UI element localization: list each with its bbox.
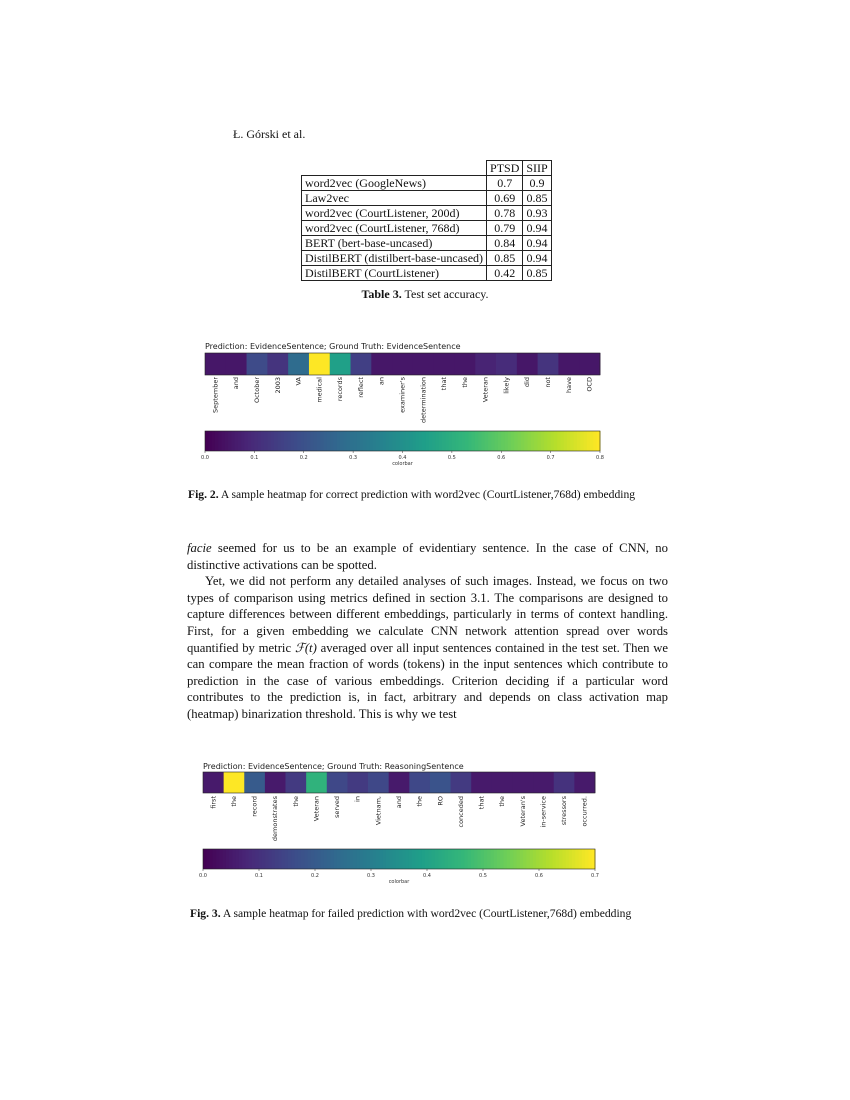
fig3-colorbar-segment [278, 849, 282, 869]
fig3-colorbar-segment [314, 849, 318, 869]
fig3-colorbar-segment [223, 849, 227, 869]
fig3-token-label: conceded [456, 796, 465, 828]
fig3-colorbar-segment [206, 849, 210, 869]
fig3-token-label: occurred. [580, 796, 589, 827]
fig3-colorbar-segment [468, 849, 472, 869]
fig3-colorbar-segment [389, 849, 393, 869]
fig2-colorbar-tick-label: 0.3 [349, 455, 358, 461]
fig3-cell [574, 772, 595, 793]
fig3-colorbar-segment [412, 849, 416, 869]
fig3-title: Prediction: EvidenceSentence; Ground Truth: ReasoningSentence [203, 762, 464, 771]
fig3-colorbar-segment [415, 849, 419, 869]
fig3-colorbar-segment [510, 849, 514, 869]
fig3-colorbar-segment [546, 849, 550, 869]
fig3-cell [347, 772, 368, 793]
fig3-colorbar-segment [481, 849, 485, 869]
fig3-colorbar-segment [304, 849, 308, 869]
figure-3-caption-text: A sample heatmap for failed prediction with word2vec (CourtListener,768d) embedding [220, 907, 632, 920]
table-caption-text: Test set accuracy. [401, 287, 489, 301]
fig3-colorbar-segment [376, 849, 380, 869]
siip-value: 0.94 [523, 221, 551, 236]
siip-value: 0.85 [523, 191, 551, 206]
fig2-token-label: Veteran [481, 377, 490, 403]
fig3-cell [512, 772, 533, 793]
fig3-colorbar-segment [340, 849, 344, 869]
fig3-colorbar-segment [317, 849, 321, 869]
fig3-colorbar-segment [585, 849, 589, 869]
fig3-token-label: Veteran [312, 796, 321, 822]
fig3-colorbar-segment [245, 849, 249, 869]
fig3-colorbar-segment [255, 849, 259, 869]
fig3-colorbar-tick-label: 0.7 [591, 873, 599, 879]
fig3-colorbar-segment [275, 849, 279, 869]
fig3-colorbar-segment [265, 849, 269, 869]
fig3-colorbar-segment [432, 849, 436, 869]
fig3-cell [306, 772, 327, 793]
fig3-colorbar-segment [226, 849, 230, 869]
figure-2-caption-text: A sample heatmap for correct prediction with word2vec (CourtListener,768d) embedding [218, 488, 636, 501]
ptsd-value: 0.42 [487, 266, 523, 281]
fig3-colorbar-segment [490, 849, 494, 869]
ptsd-value: 0.79 [487, 221, 523, 236]
fig3-colorbar-segment [334, 849, 338, 869]
fig2-colorbar-tick-label: 0.7 [546, 455, 555, 461]
fig3-colorbar-segment [419, 849, 423, 869]
fig3-colorbar-segment [379, 849, 383, 869]
fig2-token-label: the [460, 377, 469, 388]
fig3-colorbar-segment [579, 849, 583, 869]
fig3-colorbar-segment [363, 849, 367, 869]
fig3-colorbar-segment [438, 849, 442, 869]
fig3-colorbar-segment [523, 849, 527, 869]
fig3-colorbar-tick-label: 0.2 [311, 873, 319, 879]
fig3-colorbar-segment [343, 849, 347, 869]
column-header-siip: SIIP [523, 161, 551, 176]
fig3-colorbar-segment [458, 849, 462, 869]
fig3-colorbar-segment [308, 849, 312, 869]
siip-value: 0.9 [523, 176, 551, 191]
fig2-token-label: September [211, 377, 220, 413]
fig3-colorbar-segment [229, 849, 233, 869]
ptsd-value: 0.7 [487, 176, 523, 191]
fig3-colorbar-segment [487, 849, 491, 869]
fig3-cell [286, 772, 307, 793]
fig3-colorbar-segment [396, 849, 400, 869]
fig3-colorbar-segment [249, 849, 253, 869]
fig2-token-label: did [523, 377, 532, 388]
fig3-colorbar-segment [464, 849, 468, 869]
fig3-colorbar-segment [370, 849, 374, 869]
model-name: word2vec (CourtListener, 200d) [302, 206, 487, 221]
fig3-colorbar-segment [477, 849, 481, 869]
fig3-token-label: and [395, 796, 403, 809]
fig3-colorbar-segment [441, 849, 445, 869]
fig3-colorbar-segment [435, 849, 439, 869]
fig3-colorbar-segment [294, 849, 298, 869]
figure-3-caption-label: Fig. 3. [190, 907, 221, 920]
fig3-colorbar-segment [526, 849, 530, 869]
fig3-colorbar-segment [500, 849, 504, 869]
fig3-colorbar-tick-label: 0.5 [479, 873, 487, 879]
fig3-colorbar-segment [347, 849, 351, 869]
fig3-colorbar-segment [337, 849, 341, 869]
fig3-cell [471, 772, 492, 793]
fig3-colorbar-segment [409, 849, 413, 869]
fig3-colorbar-segment [471, 849, 475, 869]
fig3-colorbar-segment [268, 849, 272, 869]
model-name: DistilBERT (distilbert-base-uncased) [302, 251, 487, 266]
fig3-token-label: demonstrates [271, 796, 280, 842]
fig3-colorbar-segment [543, 849, 547, 869]
siip-value: 0.85 [523, 266, 551, 281]
ptsd-value: 0.69 [487, 191, 523, 206]
paragraph-1-text: seemed for us to be an example of evidentiary sentence. In the case of CNN, no distinctive activations can be spotted. [187, 541, 668, 572]
fig2-colorbar-tick-label: 0.5 [447, 455, 456, 461]
fig2-token-label: October [252, 377, 261, 404]
fig3-colorbar-segment [213, 849, 217, 869]
fig3-colorbar-segment [262, 849, 266, 869]
fig3-colorbar-segment [455, 849, 459, 869]
model-name: word2vec (CourtListener, 768d) [302, 221, 487, 236]
fig3-colorbar-segment [272, 849, 276, 869]
fig3-cell [492, 772, 513, 793]
fig3-colorbar-segment [549, 849, 553, 869]
fig3-colorbar-segment [350, 849, 354, 869]
model-name: DistilBERT (CourtListener) [302, 266, 487, 281]
fig3-colorbar-segment [324, 849, 328, 869]
fig3-colorbar-segment [366, 849, 370, 869]
fig2-token-label: OCD [585, 377, 594, 392]
fig3-colorbar-segment [562, 849, 566, 869]
model-name: BERT (bert-base-uncased) [302, 236, 487, 251]
fig3-colorbar-segment [588, 849, 592, 869]
fig3-colorbar-segment [392, 849, 396, 869]
fig3-colorbar-segment [281, 849, 285, 869]
fig3-colorbar-segment [530, 849, 534, 869]
fig3-cell [224, 772, 245, 793]
fig3-colorbar-segment [572, 849, 576, 869]
fig3-colorbar-segment [517, 849, 521, 869]
fig3-colorbar-segment [321, 849, 325, 869]
fig3-token-label: RO [436, 796, 445, 806]
fig3-colorbar-segment [252, 849, 256, 869]
fig3-colorbar-segment [553, 849, 557, 869]
fig3-colorbar-segment [399, 849, 403, 869]
fig3-cell [265, 772, 286, 793]
fig3-colorbar-segment [504, 849, 508, 869]
fig3-token-label: in [353, 796, 362, 802]
fig3-token-label: stressors [560, 796, 569, 826]
fig3-colorbar-segment [575, 849, 579, 869]
fig3-colorbar-segment [520, 849, 524, 869]
fig3-colorbar-segment [259, 849, 263, 869]
fig2-colorbar-tick-label: 0.6 [497, 455, 506, 461]
fig3-colorbar-segment [383, 849, 387, 869]
fig3-token-label: first [209, 796, 218, 809]
fig3-colorbar-segment [285, 849, 289, 869]
fig2-token-label: 2003 [273, 377, 282, 394]
fig2-colorbar-tick-label: 0.0 [201, 455, 209, 461]
fig3-colorbar-segment [330, 849, 334, 869]
fig3-colorbar-segment [448, 849, 452, 869]
fig2-colorbar-tick-label: 0.8 [596, 455, 604, 461]
fig3-colorbar-segment [353, 849, 357, 869]
fig3-cell [554, 772, 575, 793]
fig3-colorbar-segment [327, 849, 331, 869]
fig3-colorbar-segment [288, 849, 292, 869]
fig2-token-label: medical [315, 377, 324, 403]
fig3-colorbar-segment [494, 849, 498, 869]
fig3-colorbar-segment [566, 849, 570, 869]
fig3-colorbar-segment [428, 849, 432, 869]
fig2-token-label: determination [419, 377, 428, 423]
fig3-colorbar-segment [422, 849, 426, 869]
fig2-token-label: that [440, 377, 449, 391]
fig2-title: Prediction: EvidenceSentence; Ground Truth: EvidenceSentence [205, 342, 461, 351]
fig3-colorbar-segment [402, 849, 406, 869]
fig3-colorbar-segment [210, 849, 214, 869]
ptsd-value: 0.85 [487, 251, 523, 266]
paragraph-2-text-a: Yet, we did not perform any detailed analyses of such images. Instead, we focus on two types of comparison using metrics defined in section 3.1. The comparisons are designed to capture differences between different embeddings, particularly in terms of context handling. First, for a given embedding we calculate CNN network attention spread over words quantified by metric [187, 574, 668, 655]
fig3-colorbar-segment [301, 849, 305, 869]
fig3-token-label: record [250, 796, 259, 817]
fig2-token-label: examiner's [398, 377, 407, 413]
siip-value: 0.94 [523, 236, 551, 251]
fig2-token-label: reflect [356, 377, 365, 398]
fig3-cell [451, 772, 472, 793]
figure-2-caption-label: Fig. 2. [188, 488, 219, 501]
fig2-token-label: likely [502, 377, 511, 394]
fig2-token-label: have [564, 377, 573, 393]
fig3-cell [389, 772, 410, 793]
paragraph-1-italic: facie [187, 541, 212, 555]
fig3-cell [409, 772, 430, 793]
metric-symbol: ℱ(t) [294, 640, 317, 655]
fig3-token-label: that [477, 796, 486, 810]
fig3-colorbar-label: colorbar [388, 879, 410, 885]
fig3-colorbar-segment [360, 849, 364, 869]
fig3-colorbar-segment [242, 849, 246, 869]
fig3-colorbar-segment [536, 849, 540, 869]
fig3-token-label: the [291, 796, 300, 807]
fig3-colorbar-segment [406, 849, 410, 869]
column-header-ptsd: PTSD [487, 161, 523, 176]
fig3-colorbar-tick-label: 0.0 [199, 873, 207, 879]
fig3-colorbar-segment [232, 849, 236, 869]
fig3-colorbar-segment [556, 849, 560, 869]
fig3-cell [244, 772, 265, 793]
fig3-colorbar-segment [461, 849, 465, 869]
fig3-colorbar-segment [216, 849, 220, 869]
fig2-colorbar-label: colorbar [392, 461, 413, 467]
ptsd-value: 0.84 [487, 236, 523, 251]
fig2-colorbar-tick-label: 0.4 [398, 455, 407, 461]
fig3-colorbar-tick-label: 0.1 [255, 873, 263, 879]
fig3-colorbar-segment [507, 849, 511, 869]
fig2-token-label: and [232, 377, 241, 390]
fig3-colorbar-segment [582, 849, 586, 869]
fig3-colorbar-segment [311, 849, 315, 869]
fig3-colorbar-segment [298, 849, 302, 869]
fig3-colorbar-segment [569, 849, 573, 869]
fig3-colorbar-segment [203, 849, 207, 869]
fig3-colorbar-segment [539, 849, 543, 869]
fig3-colorbar-segment [559, 849, 563, 869]
fig3-colorbar-segment [513, 849, 517, 869]
fig3-colorbar-segment [373, 849, 377, 869]
ptsd-value: 0.78 [487, 206, 523, 221]
fig3-token-label: Vietnam, [374, 796, 383, 826]
fig3-colorbar-segment [291, 849, 295, 869]
siip-value: 0.93 [523, 206, 551, 221]
fig3-colorbar-segment [533, 849, 537, 869]
fig2-token-label: an [377, 377, 386, 386]
model-name: word2vec (GoogleNews) [302, 176, 487, 191]
fig3-colorbar-segment [445, 849, 449, 869]
fig3-cell [368, 772, 389, 793]
fig3-colorbar-segment [239, 849, 243, 869]
fig3-cell [430, 772, 451, 793]
siip-value: 0.94 [523, 251, 551, 266]
table-caption-label: Table 3. [361, 287, 402, 301]
fig3-colorbar-segment [474, 849, 478, 869]
fig2-token-label: VA [294, 377, 303, 386]
fig2-colorbar-tick-label: 0.2 [299, 455, 308, 461]
fig2-token-label: records [336, 377, 345, 402]
fig2-token-label: not [544, 377, 553, 388]
figure-3-caption [190, 907, 631, 920]
fig3-cell [533, 772, 554, 793]
fig3-colorbar-segment [425, 849, 429, 869]
fig3-token-label: Veteran's [518, 796, 527, 827]
running-head: Ł. Górski et al. [233, 127, 306, 141]
fig3-colorbar-segment [236, 849, 240, 869]
fig3-token-label: in-service [539, 796, 548, 828]
fig3-colorbar-segment [497, 849, 501, 869]
fig2-colorbar-tick-label: 0.1 [250, 455, 259, 461]
fig3-token-label: the [415, 796, 424, 807]
fig3-colorbar-segment [219, 849, 223, 869]
fig3-colorbar-segment [357, 849, 361, 869]
paragraph-2-text-b: averaged over all input sentences contained in the test set. Then we can compare the mean fraction of words (tokens) in the input sentences which contribute to prediction in the case of various embeddings. Criterion deciding if a particular word contributes to the prediction is, in fact, arbitrary and depends on class activation map (heatmap) binarization threshold. This is why we test [187, 640, 668, 721]
fig3-colorbar-segment [484, 849, 488, 869]
fig3-cell [203, 772, 224, 793]
fig3-colorbar-tick-label: 0.4 [423, 873, 431, 879]
fig3-token-label: the [229, 796, 238, 807]
fig3-token-label: the [498, 796, 507, 807]
fig3-colorbar-segment [386, 849, 390, 869]
fig3-cell [327, 772, 348, 793]
fig3-token-label: served [333, 796, 342, 819]
fig3-colorbar-tick-label: 0.6 [535, 873, 543, 879]
fig3-colorbar-segment [451, 849, 455, 869]
fig3-colorbar-tick-label: 0.3 [367, 873, 375, 879]
model-name: Law2vec [302, 191, 487, 206]
